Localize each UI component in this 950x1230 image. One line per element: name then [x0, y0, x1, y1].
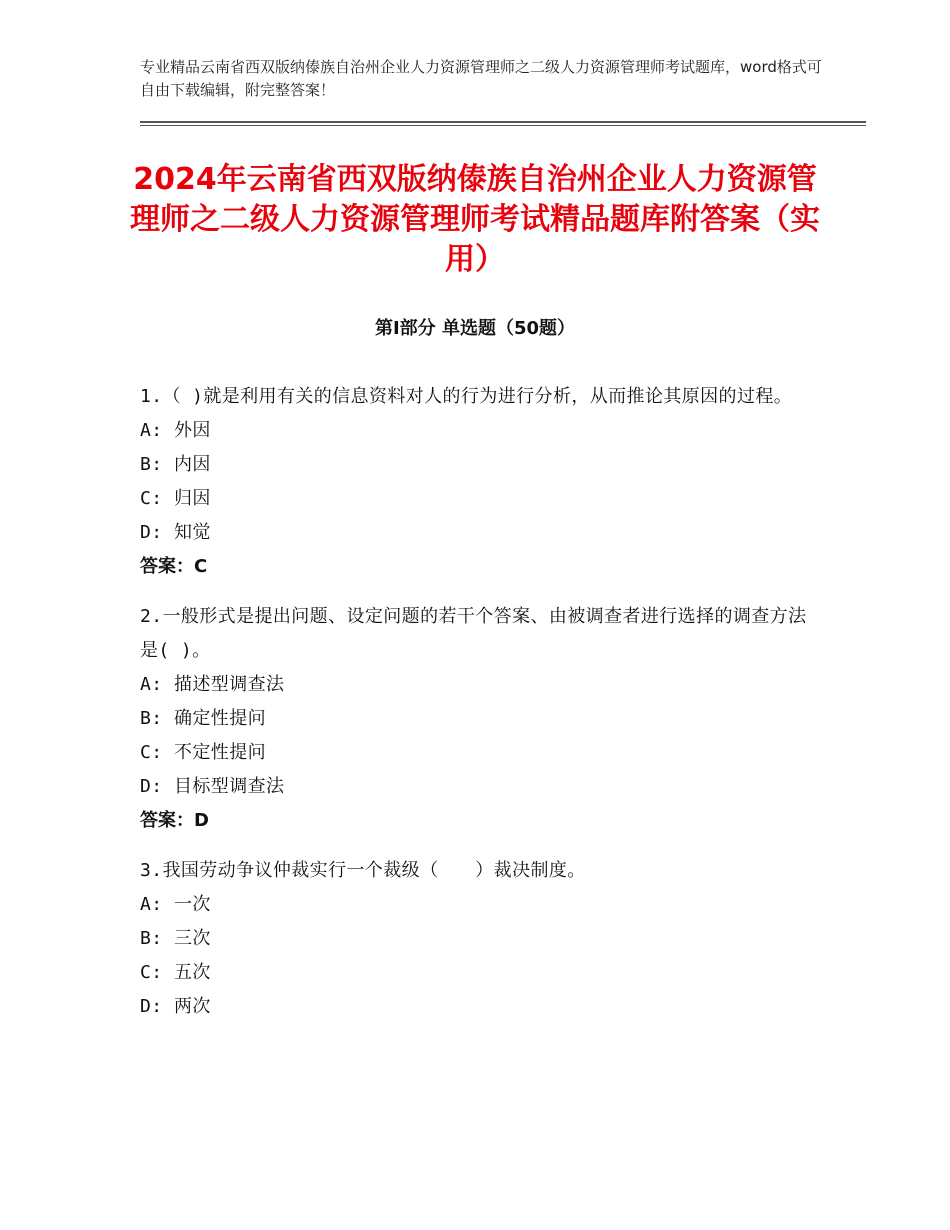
question-stem: 2.一般形式是提出问题、设定问题的若干个答案、由被调查者进行选择的调查方法是( )。 — [140, 606, 807, 661]
answer-line: 答案：C — [140, 556, 208, 577]
option-text: 不定性提问 — [174, 742, 266, 763]
header-note: 专业精品云南省西双版纳傣族自治州企业人力资源管理师之二级人力资源管理师考试题库，word格式可自由下载编辑，附完整答案！ — [140, 58, 822, 99]
question-2 — [140, 600, 810, 838]
answer-line: 答案：D — [140, 810, 209, 831]
document-title: 2024年云南省西双版纳傣族自治州企业人力资源管理师之二级人力资源管理师考试精品题库附答案（实用） — [130, 162, 820, 277]
option-text: 目标型调查法 — [174, 776, 285, 797]
option-a — [140, 888, 810, 922]
option-text: 五次 — [174, 962, 211, 983]
option-d — [140, 516, 810, 550]
option-key: D: — [140, 776, 163, 797]
question-list — [140, 380, 810, 1040]
section-title: 第Ⅰ部分 单选题（50题） — [374, 318, 575, 339]
option-b — [140, 702, 810, 736]
option-key: A: — [140, 674, 163, 695]
option-text: 归因 — [174, 488, 211, 509]
option-key: C: — [140, 488, 163, 509]
option-c — [140, 956, 810, 990]
option-d — [140, 770, 810, 804]
option-text: 两次 — [174, 996, 211, 1017]
question-1 — [140, 380, 810, 584]
option-text: 描述型调查法 — [174, 674, 285, 695]
option-key: C: — [140, 742, 163, 763]
option-key: B: — [140, 708, 163, 729]
option-c — [140, 736, 810, 770]
option-d — [140, 990, 810, 1024]
option-a — [140, 414, 810, 448]
option-key: B: — [140, 928, 163, 949]
question-3 — [140, 854, 810, 1024]
option-key: D: — [140, 996, 163, 1017]
option-a — [140, 668, 810, 702]
option-b — [140, 922, 810, 956]
question-stem: 1.（ )就是利用有关的信息资料对人的行为进行分析，从而推论其原因的过程。 — [140, 386, 793, 407]
option-b — [140, 448, 810, 482]
option-text: 确定性提问 — [174, 708, 266, 729]
option-text: 一次 — [174, 894, 211, 915]
option-key: A: — [140, 420, 163, 441]
option-key: A: — [140, 894, 163, 915]
option-text: 三次 — [174, 928, 211, 949]
option-key: B: — [140, 454, 163, 475]
option-text: 内因 — [174, 454, 211, 475]
option-key: D: — [140, 522, 163, 543]
option-c — [140, 482, 810, 516]
option-text: 外因 — [174, 420, 211, 441]
question-stem: 3.我国劳动争议仲裁实行一个裁级（ ）裁决制度。 — [140, 860, 586, 881]
option-text: 知觉 — [174, 522, 211, 543]
option-key: C: — [140, 962, 163, 983]
header-divider — [140, 121, 866, 126]
